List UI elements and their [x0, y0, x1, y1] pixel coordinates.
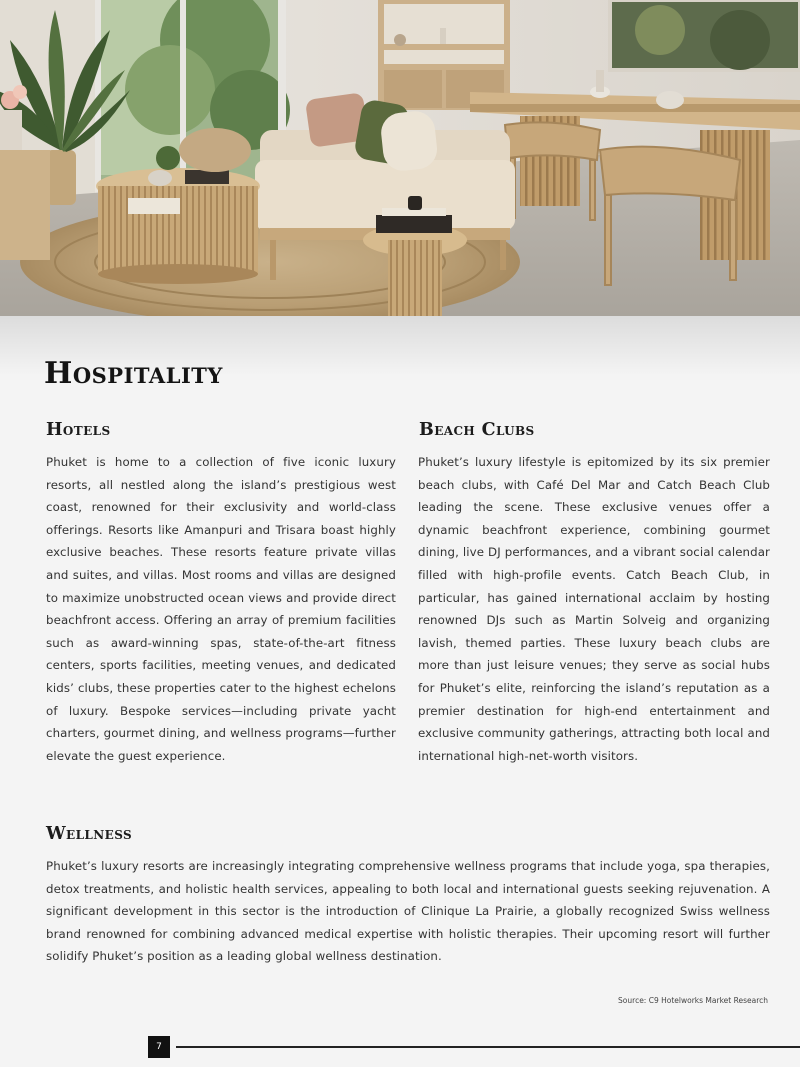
source-note: Source: C9 Hotelworks Market Research [618, 996, 768, 1005]
footer-rule [176, 1046, 800, 1048]
page-number: 7 [148, 1036, 170, 1058]
hero-image [0, 0, 800, 316]
wellness-heading: Wellness [46, 824, 133, 844]
page-title: Hospitality [44, 356, 223, 391]
wellness-body: Phuket’s luxury resorts are increasingly integrating comprehensive wellness programs that include yoga, spa therapies, detox treatments, and holistic health services, appealing to both local and international guests seeking rejuvenation. A significant development in this sector is the introduction of Clinique La Prairie, a globally recognized Swiss wellness brand renowned for combining advanced medical expertise with holistic therapies. Their upcoming resort will further solidify Phuket’s position as a leading global wellness destination. [46, 859, 770, 964]
hotels-body: Phuket is home to a collection of five iconic luxury resorts, all nestled along the island’s prestigious west coast, renowned for their exclusivity and world-class offerings. Resorts like Amanpuri and Trisara boast highly exclusive beaches. These resorts feature private villas and suites, and villas. Most rooms and villas are designed to maximize unobstructed ocean views and provide direct beachfront access. Offering an array of premium facilities such as award-winning spas, state-of-the-art fitness centers, sports facilities, meeting venues, and dedicated kids’ clubs, these properties cater to the highest echelons of luxury. Bespoke services—including private yacht charters, gourmet dining, and wellness programs—further elevate the guest experience. [46, 455, 396, 763]
beach-clubs-heading: Beach Clubs [419, 420, 535, 440]
beach-clubs-body: Phuket’s luxury lifestyle is epitomized by its six premier beach clubs, with Café Del Mar and Catch Beach Club leading the scene. These exclusive venues offer a dynamic beachfront experience, combining gourmet dining, live DJ performances, and a vibrant social calendar filled with high-profile events. Catch Beach Club, in particular, has gained international acclaim by hosting renowned DJs such as Martin Solveig and organizing lavish, themed parties. These luxury beach clubs are more than just leisure venues; they serve as social hubs for Phuket’s elite, reinforcing the island’s reputation as a premier destination for high-end entertainment and exclusive community gatherings, attracting both local and international high-net-worth visitors. [418, 455, 770, 763]
hotels-heading: Hotels [46, 420, 111, 440]
